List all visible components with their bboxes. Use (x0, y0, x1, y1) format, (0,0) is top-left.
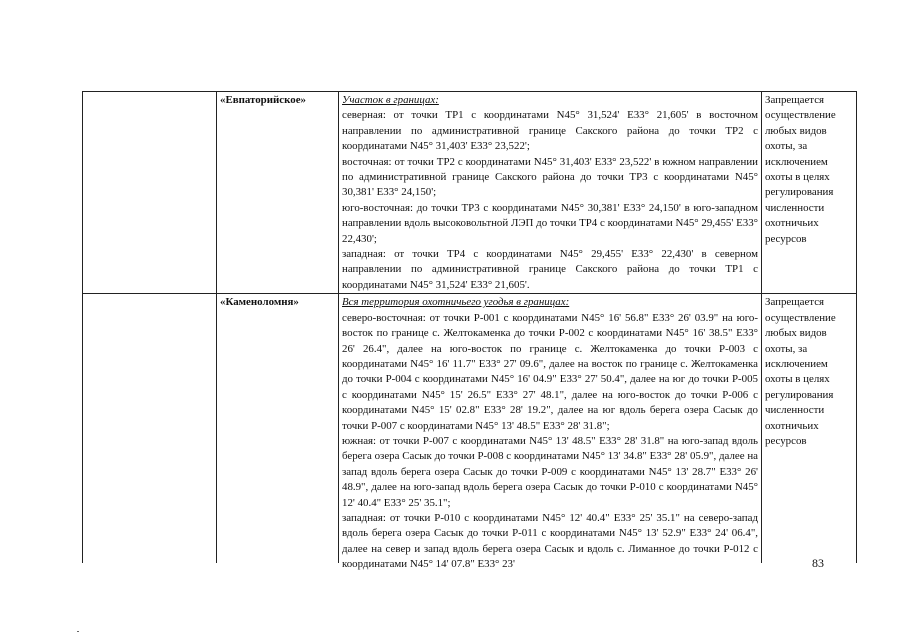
hunting-grounds-table (82, 91, 857, 571)
restriction-line: численности (765, 404, 825, 417)
boundary-west: западная: от точки ТР4 с координатами N45° 29,455' E33° 22,430' в северном направлении по административной границе Сакского района до точки ТР1 с координатами N45° 31,524' E33° 21,605'. (342, 248, 758, 291)
boundary-southeast: юго-восточная: до точки ТР3 с координатами N45° 30,381' E33° 24,150' в юго-западном направлении вдоль высоковольтной ЛЭП до точки ТР4 с координатами N45° 29,455' E33° 22,430'; (342, 201, 758, 245)
restriction-cell (762, 294, 857, 564)
boundary-northeast: северо-восточная: от точки Р-001 с координатами N45° 16' 56.8" E33° 26' 03.9" на юго-восток по границе с. Желтокаменка до точки Р-002 с координатами N45° 16' 38.5" E33° 26' 26.4", далее на юго-восток по границе с. Желтокаменка до точки Р-003 с координатами N45° 16' 11.7" E33° 27' 09.6", далее на восток по границе с. Желтокаменка до точки Р-004 с координатами N45° 16' 04.9" E33° 27' 50.4", далее на юг до точки Р-005 с координатами N45° 15' 26.5" E33° 27' 48.1", далее на юго-восток до точки Р-006 с координатами N45° 15' 02.8" E33° 28' 19.2", далее на юг вдоль берега озера Сасык до точки Р-007 с координатами N45° 13' 48.5" E33° 28' 31.8"; (342, 311, 758, 432)
page-number: 83 (812, 556, 824, 570)
restriction-line: охотничьих (765, 217, 819, 230)
restriction-line: ресурсов (765, 434, 807, 447)
restriction-line: охоты, за (765, 342, 808, 355)
restriction-line: охоты в целях (765, 171, 830, 184)
restriction-cell (762, 92, 857, 294)
restriction-line: ресурсов (765, 232, 807, 245)
restriction-line: охоты в целях (765, 373, 830, 386)
restriction-line: охоты, за (765, 140, 808, 153)
row-number-cell (83, 294, 217, 564)
table-row (83, 294, 857, 564)
boundary-west: западная: от точки Р-010 с координатами N45° 12' 40.4" E33° 25' 35.1" на северо-запад вдоль берега озера Сасык до точки Р-011 с координатами N45° 13' 52.9" E33° 24' 06.4", далее на север и запад вдоль берега озера Сасык и вдоль с. Лиманное до точки Р-012 с координатами N45° 14' 07.8" E33° 23' (342, 511, 758, 571)
scan-artifact (77, 631, 79, 632)
table-row (83, 92, 857, 294)
restriction-line: охотничьих (765, 419, 819, 432)
boundary-east: восточная: от точки ТР2 с координатами N45° 31,403' E33° 23,522' в южном направлении по административной границе Сакского района до точки ТР3 с координатами N45° 30,381' E33° 24,150'; (342, 155, 758, 199)
restriction-line: Запрещается (765, 94, 825, 106)
ground-name-cell: «Каменоломня» (217, 294, 339, 564)
restriction-line: регулирования (765, 388, 834, 401)
restriction-line: исключением (765, 155, 828, 168)
boundary-heading: Вся территория охотничьего угодья в границах: (342, 296, 570, 309)
restriction-line: осуществление (765, 311, 836, 324)
row-number-cell (83, 92, 217, 294)
ground-name-cell: «Евпаторийское» (217, 92, 339, 294)
restriction-line: осуществление (765, 109, 836, 122)
restriction-line: исключением (765, 357, 828, 370)
boundary-heading: Участок в границах: (342, 94, 439, 106)
restriction-line: любых видов (765, 327, 827, 340)
restriction-line: любых видов (765, 124, 827, 137)
restriction-line: регулирования (765, 186, 834, 199)
boundary-south: южная: от точки Р-007 с координатами N45° 13' 48.5" E33° 28' 31.8" на юго-запад вдоль берега озера Сасык до точки Р-008 с координатами N45° 13' 34.8" E33° 28' 05.9", далее на запад вдоль берега озера Сасык до точки Р-009 с координатами N45° 13' 28.7" E33° 26' 48.9", далее на юго-запад вдоль берега озера Сасык до точки Р-010 с координатами N45° 12' 40.4" E33° 25' 35.1"; (342, 434, 758, 509)
boundary-description-cell (339, 92, 762, 294)
boundary-description-cell (339, 294, 762, 571)
restriction-line: Запрещается (765, 296, 825, 309)
restriction-line: численности (765, 201, 825, 214)
boundary-north: северная: от точки ТР1 с координатами N45° 31,524' E33° 21,605' в восточном направлении по административной границе Сакского района до точки ТР2 с координатами N45° 31,403' E33° 23,522'; (342, 109, 758, 153)
